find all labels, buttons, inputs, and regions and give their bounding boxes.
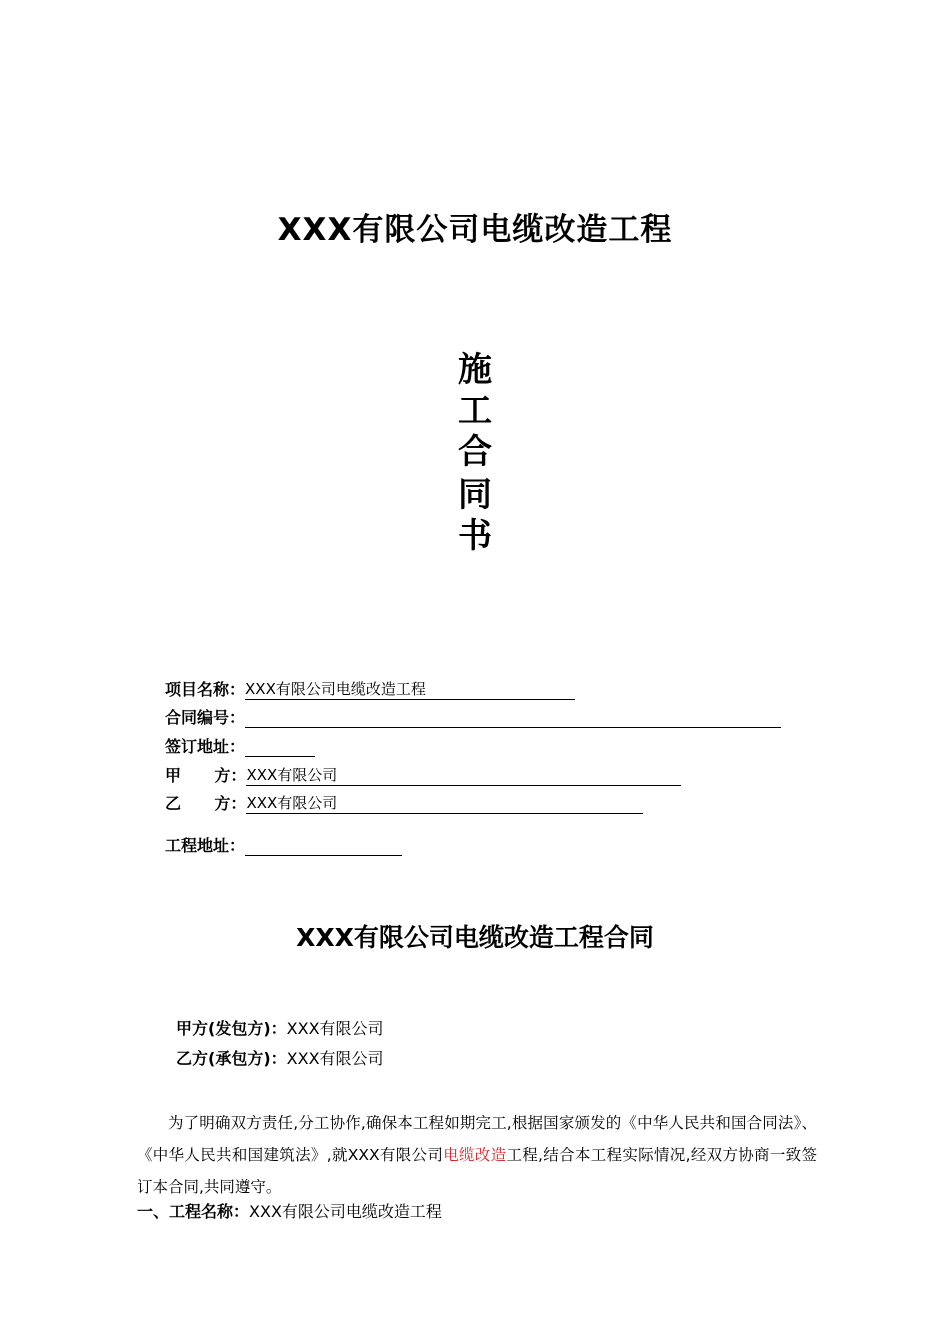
contract-party-b xyxy=(176,1048,384,1070)
section-label: 一、工程名称： xyxy=(137,1202,250,1221)
section-value: XXX有限公司电缆改造工程 xyxy=(249,1202,442,1221)
field-project-name xyxy=(165,679,575,701)
field-sign-place xyxy=(165,736,315,758)
intro-paragraph xyxy=(137,1107,817,1203)
intro-text: 为了明确双方责任,分工协作,确保本工程如期完工,根据国家颁发的《中华人民共和国合同法》、《中华人民共和国建筑法》,就XXX有限公司 xyxy=(137,1114,817,1164)
field-value: XXX有限公司电缆改造工程 xyxy=(245,679,575,700)
field-label: 工程地址： xyxy=(165,836,246,855)
contract-party-a xyxy=(176,1018,384,1040)
contract-title: XXX有限公司电缆改造工程合同 xyxy=(296,923,654,952)
field-label: 乙 方： xyxy=(165,794,247,813)
field-label: 甲 方： xyxy=(165,766,247,785)
intro-text-end: 工程,结合本工程实际情况,经双方协商一致签订本合同,共同遵守。 xyxy=(137,1146,817,1196)
field-party-b xyxy=(165,793,643,815)
vertical-title-char-4: 同 xyxy=(458,475,492,515)
field-value xyxy=(245,736,315,757)
party-value: XXX有限公司 xyxy=(286,1049,384,1068)
vertical-title-char-1: 施 xyxy=(458,350,492,390)
field-label: 签订地址： xyxy=(165,737,246,756)
field-value xyxy=(245,835,402,856)
field-value: XXX有限公司 xyxy=(246,793,643,814)
intro-highlight: 电缆改造 xyxy=(443,1146,507,1164)
field-value xyxy=(245,707,781,728)
vertical-title-char-3: 合 xyxy=(458,432,492,472)
cover-title: XXX有限公司电缆改造工程 xyxy=(277,212,673,248)
section-1 xyxy=(137,1200,442,1224)
field-label: 项目名称： xyxy=(165,680,246,699)
field-site-address xyxy=(165,835,402,857)
party-label: 乙方(承包方)： xyxy=(176,1049,287,1068)
party-value: XXX有限公司 xyxy=(286,1019,384,1038)
field-party-a xyxy=(165,765,681,787)
vertical-title-char-2: 工 xyxy=(458,391,492,431)
field-contract-no xyxy=(165,707,781,729)
party-label: 甲方(发包方)： xyxy=(176,1019,287,1038)
field-value: XXX有限公司 xyxy=(246,765,681,786)
field-label: 合同编号： xyxy=(165,708,246,727)
vertical-title-char-5: 书 xyxy=(458,516,492,556)
